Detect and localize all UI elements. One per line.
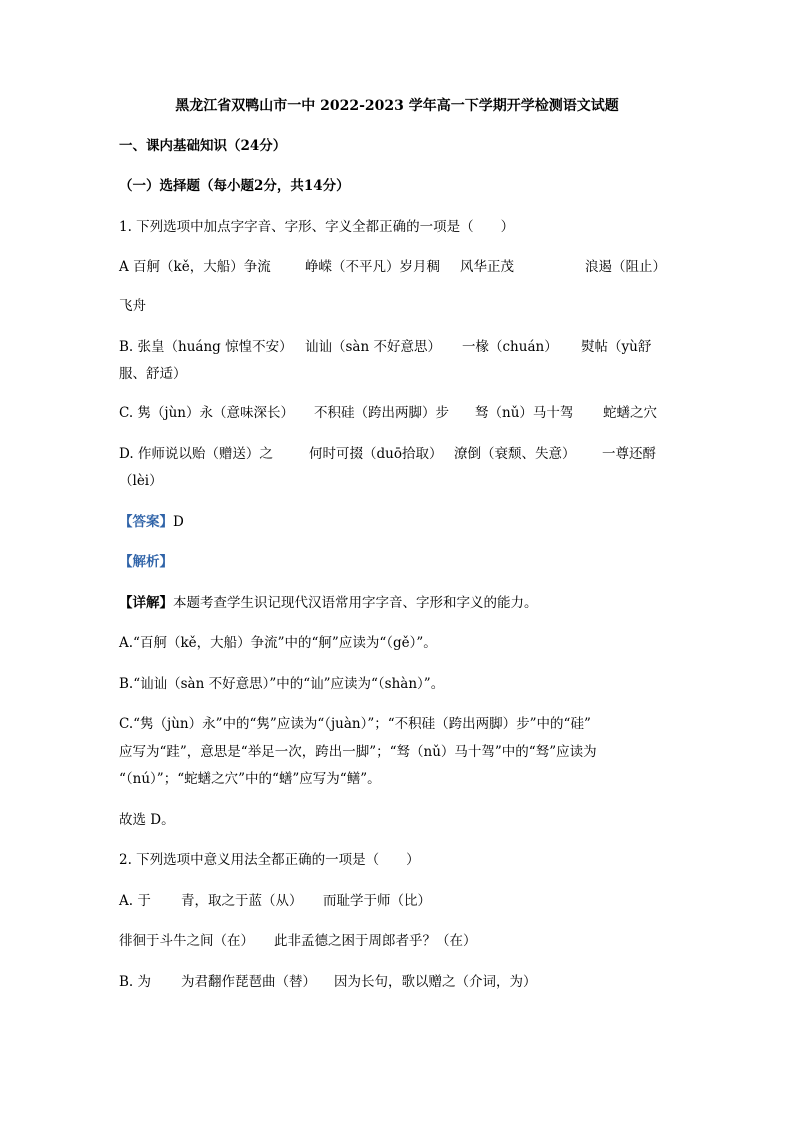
option-a-part-1: A 百舸（kě，大船）争流 — [119, 259, 271, 275]
option-d-part-1: D. 作师说以贻（赠送）之 — [119, 446, 273, 462]
question-1-option-d — [119, 444, 679, 464]
explanation-b: B.“讪讪（sàn 不好意思）”中的“讪”应读为“（shàn）”。 — [119, 676, 445, 692]
q2-option-a-part-1: A. 于 — [119, 893, 151, 909]
option-a-part-4: 浪遏（阻止） — [585, 259, 666, 275]
q2-option-b-part-1: B. 为 — [119, 974, 152, 990]
option-b-part-2: 讪讪（sàn 不好意思） — [305, 339, 441, 355]
question-1-option-b-cont: 服、舒适） — [119, 366, 187, 382]
option-a-part-2: 峥嵘（不平凡）岁月稠 — [305, 259, 440, 275]
option-d-part-4: 一尊还酹 — [602, 446, 656, 462]
conclusion: 故选 D。 — [119, 812, 175, 828]
explanation-c-line-3: “（nú）”；“蛇蟮之穴”中的“蟮”应写为“鳝”。 — [119, 771, 381, 787]
question-2-option-a-cont — [119, 931, 679, 951]
option-c-part-3: 驽（nǔ）马十驾 — [475, 405, 574, 421]
detail-label: 【详解】 — [119, 595, 173, 611]
detail-line — [119, 593, 538, 613]
subsection-heading: （一）选择题（每小题2分，共14分） — [119, 178, 350, 194]
option-d-part-3: 潦倒（衰颓、失意） — [454, 446, 576, 462]
section-heading: 一、课内基础知识（24分） — [119, 138, 287, 154]
analysis-label: 【解析】 — [119, 554, 173, 570]
question-2-option-a — [119, 891, 679, 911]
option-a-part-3: 风华正茂 — [460, 259, 514, 275]
option-c-part-1: C. 隽（jùn）永（意味深长） — [119, 405, 295, 421]
option-b-part-4: 熨帖（yù舒 — [581, 339, 652, 355]
explanation-c-line-2: 应写为“跬”，意思是“举足一次，跨出一脚”；“驽（nǔ）马十驾”中的“驽”应读为 — [119, 744, 597, 760]
option-b-part-1: B. 张皇（huáng 惊惶不安） — [119, 339, 293, 355]
question-2-stem: 2. 下列选项中意义用法全都正确的一项是（ ） — [119, 852, 420, 868]
option-c-part-2: 不积硅（跨出两脚）步 — [314, 405, 449, 421]
page-title: 黑龙江省双鸭山市一中 2022-2023 学年高一下学期开学检测语文试题 — [175, 98, 619, 114]
question-1-option-b — [119, 337, 679, 357]
q2-option-a-cont-part-1: 徘徊于斗牛之间（在） — [119, 933, 254, 949]
question-1-option-a-cont: 飞舟 — [119, 298, 146, 314]
q2-option-b-part-2: 为君翻作琵琶曲（替） — [181, 974, 316, 990]
answer-value: D — [173, 514, 184, 530]
q2-option-b-part-3: 因为长句，歌以赠之（介词，为） — [334, 974, 537, 990]
option-c-part-4: 蛇蟮之穴 — [603, 405, 657, 421]
explanation-a: A.“百舸（kě，大船）争流”中的“舸”应读为“（gě）”。 — [119, 635, 437, 651]
option-b-part-3: 一椽（chuán） — [462, 339, 558, 355]
q2-option-a-cont-part-2: 此非孟德之困于周郎者乎？（在） — [274, 933, 477, 949]
question-1-option-c — [119, 403, 679, 423]
question-1-option-a — [119, 257, 679, 277]
answer-line — [119, 512, 184, 532]
question-1-stem: 1. 下列选项中加点字字音、字形、字义全都正确的一项是（ ） — [119, 219, 515, 235]
question-2-option-b — [119, 972, 679, 992]
q2-option-a-part-3: 而耻学于师（比） — [323, 893, 431, 909]
explanation-c-line-1: C.“隽（jùn）永”中的“隽”应读为“（juàn）”；“不积硅（跨出两脚）步”中的“硅” — [119, 716, 591, 732]
detail-text: 本题考查学生识记现代汉语常用字字音、字形和字义的能力。 — [173, 595, 538, 611]
q2-option-a-part-2: 青，取之于蓝（从） — [181, 893, 303, 909]
option-d-part-2: 何时可掇（duō拾取） — [309, 446, 443, 462]
question-1-option-d-cont: （lèi） — [119, 473, 163, 489]
answer-label: 【答案】 — [119, 514, 173, 530]
